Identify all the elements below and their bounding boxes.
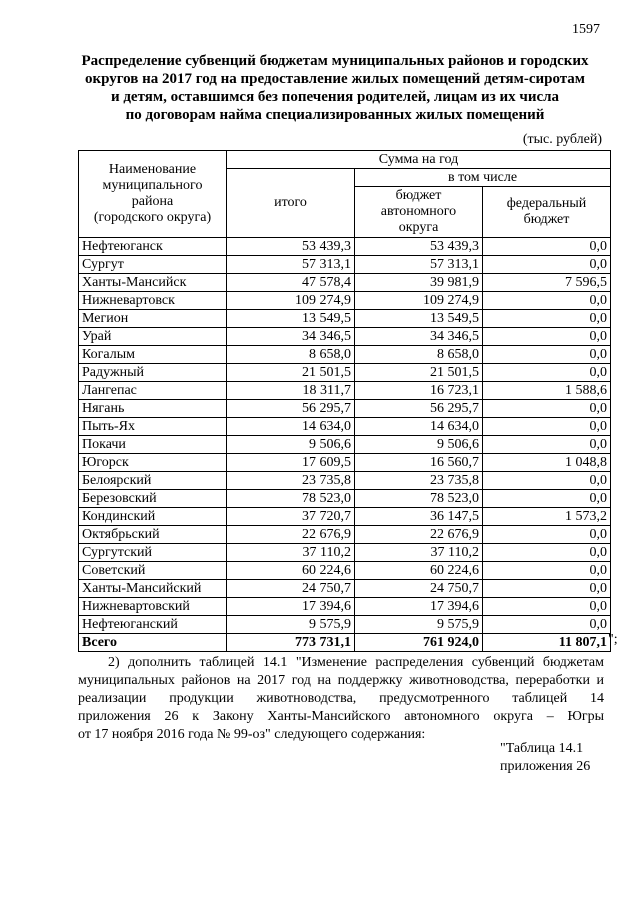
row-regional: 16 723,1 [355,382,483,400]
table-ref-line: приложения 26 [500,759,591,774]
row-regional: 60 224,6 [355,562,483,580]
table-row [79,346,611,364]
row-total: 57 313,1 [227,256,355,274]
row-federal: 0,0 [483,490,611,508]
row-name: Ханты-Мансийск [79,274,227,292]
total-row-regional: 761 924,0 [355,634,483,652]
row-federal: 0,0 [483,346,611,364]
row-total: 56 295,7 [227,400,355,418]
row-regional: 78 523,0 [355,490,483,508]
table-row [79,598,611,616]
title-line: Распределение субвенций бюджетам муниципальных районов и городских [81,53,589,69]
table-ref-line: "Таблица 14.1 [500,741,584,756]
row-federal: 0,0 [483,616,611,634]
total-row-label: Всего [79,634,227,652]
row-total: 24 750,7 [227,580,355,598]
table-row [79,328,611,346]
table-row [79,472,611,490]
row-name: Нижневартовский [79,598,227,616]
row-federal: 0,0 [483,580,611,598]
table-row [79,616,611,634]
total-row-total: 773 731,1 [227,634,355,652]
table-row [79,364,611,382]
row-federal: 0,0 [483,544,611,562]
row-name: Березовский [79,490,227,508]
row-total: 13 549,5 [227,310,355,328]
row-name: Мегион [79,310,227,328]
row-federal: 0,0 [483,310,611,328]
table-reference [500,740,590,776]
header-in-that-number: в том числе [355,169,611,187]
row-total: 53 439,3 [227,238,355,256]
row-federal: 0,0 [483,238,611,256]
row-total: 23 735,8 [227,472,355,490]
header-total: итого [227,169,355,238]
row-federal: 0,0 [483,562,611,580]
row-regional: 9 575,9 [355,616,483,634]
row-regional: 21 501,5 [355,364,483,382]
row-regional: 56 295,7 [355,400,483,418]
page-number: 1597 [572,22,600,37]
row-name: Когалым [79,346,227,364]
row-name: Ханты-Мансийский [79,580,227,598]
table-row [79,562,611,580]
row-name: Белоярский [79,472,227,490]
subvention-table [78,150,611,652]
row-federal: 1 048,8 [483,454,611,472]
table-row [79,382,611,400]
row-regional: 16 560,7 [355,454,483,472]
row-name: Нефтеюганский [79,616,227,634]
table-row [79,400,611,418]
row-total: 78 523,0 [227,490,355,508]
row-total: 14 634,0 [227,418,355,436]
paragraph-line: муниципальных районов на 2017 год на поддержку животноводства, переработки и [78,673,604,688]
row-total: 109 274,9 [227,292,355,310]
row-name: Радужный [79,364,227,382]
paragraph-line: 2) дополнить таблицей 14.1 "Изменение распределения субвенций бюджетам [108,655,604,670]
row-federal: 0,0 [483,364,611,382]
header-autonomous-budget: бюджет автономного округа [355,187,483,238]
row-name: Сургутский [79,544,227,562]
paragraph-line: реализации продукции животноводства, предусмотренного таблицей 14 [78,691,604,706]
row-federal: 0,0 [483,328,611,346]
row-total: 34 346,5 [227,328,355,346]
row-federal: 0,0 [483,598,611,616]
table-row [79,490,611,508]
total-row-federal: 11 807,1 [483,634,611,652]
document-title [70,52,600,124]
table-row [79,310,611,328]
header-name: Наименование муниципального района (городского округа) [79,151,227,238]
row-regional: 8 658,0 [355,346,483,364]
row-total: 9 506,6 [227,436,355,454]
row-name: Лангепас [79,382,227,400]
row-federal: 0,0 [483,436,611,454]
row-name: Нефтеюганск [79,238,227,256]
row-total: 37 110,2 [227,544,355,562]
row-regional: 14 634,0 [355,418,483,436]
row-federal: 0,0 [483,256,611,274]
row-total: 37 720,7 [227,508,355,526]
table-row [79,292,611,310]
row-regional: 34 346,5 [355,328,483,346]
table-row [79,418,611,436]
row-name: Покачи [79,436,227,454]
row-total: 17 609,5 [227,454,355,472]
row-federal: 1 588,6 [483,382,611,400]
table-row [79,274,611,292]
row-total: 17 394,6 [227,598,355,616]
table-row [79,454,611,472]
row-name: Нижневартовск [79,292,227,310]
row-regional: 17 394,6 [355,598,483,616]
row-name: Пыть-Ях [79,418,227,436]
row-total: 60 224,6 [227,562,355,580]
table-row [79,256,611,274]
table-row [79,526,611,544]
row-regional: 23 735,8 [355,472,483,490]
paragraph-line: приложения 26 к Закону Ханты-Мансийского автономного округа – Югры [78,709,604,724]
row-federal: 7 596,5 [483,274,611,292]
row-total: 9 575,9 [227,616,355,634]
row-total: 22 676,9 [227,526,355,544]
row-regional: 57 313,1 [355,256,483,274]
row-federal: 0,0 [483,418,611,436]
units-label: (тыс. рублей) [522,132,602,147]
header-federal-budget: федеральный бюджет [483,187,611,238]
closing-quote: "; [608,632,618,647]
row-regional: 22 676,9 [355,526,483,544]
table-row [79,508,611,526]
row-regional: 24 750,7 [355,580,483,598]
row-regional: 36 147,5 [355,508,483,526]
row-regional: 13 549,5 [355,310,483,328]
row-regional: 39 981,9 [355,274,483,292]
row-name: Югорск [79,454,227,472]
paragraph-line: от 17 ноября 2016 года № 99-оз" следующего содержания: [78,727,426,742]
row-total: 21 501,5 [227,364,355,382]
row-federal: 0,0 [483,472,611,490]
row-federal: 1 573,2 [483,508,611,526]
total-row [79,634,611,652]
row-total: 8 658,0 [227,346,355,364]
row-regional: 109 274,9 [355,292,483,310]
title-line: округов на 2017 год на предоставление жилых помещений детям-сиротам [84,71,586,87]
row-regional: 37 110,2 [355,544,483,562]
table-row [79,238,611,256]
row-federal: 0,0 [483,400,611,418]
table-row [79,436,611,454]
amendment-paragraph [78,654,604,744]
row-federal: 0,0 [483,292,611,310]
row-regional: 9 506,6 [355,436,483,454]
title-line: и детям, оставшимся без попечения родителей, лицам из их числа [110,89,560,105]
row-name: Нягань [79,400,227,418]
row-name: Сургут [79,256,227,274]
title-line: по договорам найма специализированных жилых помещений [125,107,545,123]
row-regional: 53 439,3 [355,238,483,256]
table-row [79,580,611,598]
table-row [79,544,611,562]
row-name: Урай [79,328,227,346]
row-name: Советский [79,562,227,580]
row-federal: 0,0 [483,526,611,544]
header-sum-per-year: Сумма на год [227,151,611,169]
row-total: 18 311,7 [227,382,355,400]
row-name: Октябрьский [79,526,227,544]
row-total: 47 578,4 [227,274,355,292]
row-name: Кондинский [79,508,227,526]
